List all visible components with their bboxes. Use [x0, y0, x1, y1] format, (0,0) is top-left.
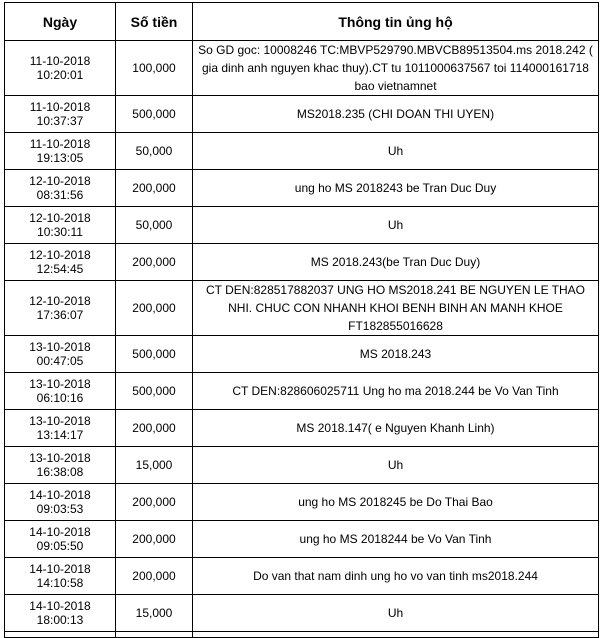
table-row: [5, 558, 599, 595]
amount-cell: 200,000: [116, 281, 193, 336]
table-row: [5, 41, 599, 96]
amount-cell: 500,000: [116, 96, 193, 133]
info-cell: Uh: [193, 447, 599, 484]
amount-cell: 500,000: [116, 373, 193, 410]
amount-cell: 15,000: [116, 447, 193, 484]
info-cell: Uh: [193, 133, 599, 170]
amount-cell: 50,000: [116, 133, 193, 170]
table-row: [5, 521, 599, 558]
empty-cell: [116, 632, 193, 638]
table-row: [5, 336, 599, 373]
info-cell: MS 2018.243(be Tran Duc Duy): [193, 244, 599, 281]
info-cell: Do van that nam dinh ung ho vo van tinh ms2018.244: [193, 558, 599, 595]
date-cell: 14-10-2018 14:10:58: [5, 558, 116, 595]
date-cell: 11-10-2018 10:37:37: [5, 96, 116, 133]
date-cell: 14-10-2018 09:03:53: [5, 484, 116, 521]
table-body: [5, 41, 599, 638]
table-row: [5, 207, 599, 244]
date-cell: 12-10-2018 08:31:56: [5, 170, 116, 207]
table-row: [5, 373, 599, 410]
header-info: Thông tin ủng hộ: [193, 3, 599, 41]
table-row: [5, 96, 599, 133]
amount-cell: 200,000: [116, 484, 193, 521]
table-row: [5, 281, 599, 336]
table-row: [5, 170, 599, 207]
header-amount: Số tiền: [116, 3, 193, 41]
info-cell: So GD goc: 10008246 TC:MBVP529790.MBVCB89513504.ms 2018.242 ( gia dinh anh nguyen khac thuy).CT tu 1011000637567 toi 114000161718 bao vietnamnet: [193, 41, 599, 96]
info-cell: ung ho MS 2018244 be Vo Van Tinh: [193, 521, 599, 558]
table-row: [5, 595, 599, 632]
date-cell: 11-10-2018 10:20:01: [5, 41, 116, 96]
table-row: [5, 447, 599, 484]
info-cell: CT DEN:828606025711 Ung ho ma 2018.244 be Vo Van Tinh: [193, 373, 599, 410]
info-cell: ung ho MS 2018243 be Tran Duc Duy: [193, 170, 599, 207]
header-date: Ngày: [5, 3, 116, 41]
table-row: [5, 410, 599, 447]
info-cell: CT DEN:828517882037 UNG HO MS2018.241 BE NGUYEN LE THAO NHI. CHUC CON NHANH KHOI BENH BINH AN MANH KHOE FT182855016628: [193, 281, 599, 336]
header-row: [5, 3, 599, 41]
info-cell: MS 2018.147( e Nguyen Khanh Linh): [193, 410, 599, 447]
date-cell: 14-10-2018 18:00:13: [5, 595, 116, 632]
amount-cell: 200,000: [116, 410, 193, 447]
date-cell: 12-10-2018 17:36:07: [5, 281, 116, 336]
amount-cell: 100,000: [116, 41, 193, 96]
date-cell: 13-10-2018 00:47:05: [5, 336, 116, 373]
date-cell: 13-10-2018 16:38:08: [5, 447, 116, 484]
table-row: [5, 484, 599, 521]
info-cell: Uh: [193, 595, 599, 632]
amount-cell: 15,000: [116, 595, 193, 632]
date-cell: 13-10-2018 13:14:17: [5, 410, 116, 447]
info-cell: Uh: [193, 207, 599, 244]
empty-cell: [193, 632, 599, 638]
amount-cell: 200,000: [116, 170, 193, 207]
table-row: [5, 133, 599, 170]
amount-cell: 200,000: [116, 558, 193, 595]
info-cell: ung ho MS 2018245 be Do Thai Bao: [193, 484, 599, 521]
date-cell: 11-10-2018 19:13:05: [5, 133, 116, 170]
date-cell: 12-10-2018 12:54:45: [5, 244, 116, 281]
amount-cell: 50,000: [116, 207, 193, 244]
amount-cell: 500,000: [116, 336, 193, 373]
donations-table: [4, 2, 599, 638]
table-row-partial: [5, 632, 599, 638]
table-row: [5, 244, 599, 281]
amount-cell: 200,000: [116, 521, 193, 558]
amount-cell: 200,000: [116, 244, 193, 281]
date-cell: 14-10-2018 09:05:50: [5, 521, 116, 558]
info-cell: MS2018.235 (CHI DOAN THI UYEN): [193, 96, 599, 133]
date-cell: 13-10-2018 06:10:16: [5, 373, 116, 410]
empty-cell: [5, 632, 116, 638]
info-cell: MS 2018.243: [193, 336, 599, 373]
date-cell: 12-10-2018 10:30:11: [5, 207, 116, 244]
